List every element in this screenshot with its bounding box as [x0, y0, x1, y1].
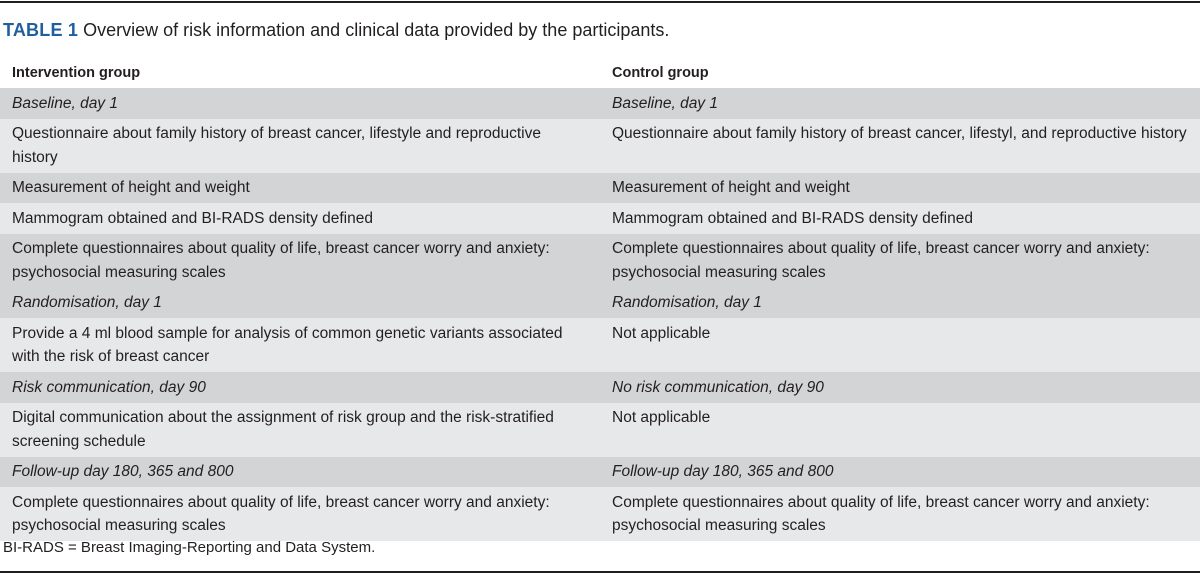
control-cell: Complete questionnaires about quality of life, breast cancer worry and anxiety: psychosocial measuring scales [600, 234, 1200, 288]
top-rule [0, 1, 1200, 3]
control-cell: Measurement of height and weight [600, 173, 1200, 204]
table-row [0, 318, 1200, 372]
table-label: TABLE 1 [3, 20, 79, 40]
bottom-rule [0, 571, 1200, 573]
table-header-row [0, 58, 1200, 88]
intervention-cell: Questionnaire about family history of breast cancer, lifestyle and reproductive history [0, 119, 600, 173]
intervention-cell: Randomisation, day 1 [0, 288, 600, 319]
control-cell: Not applicable [600, 318, 1200, 372]
table-row [0, 173, 1200, 204]
intervention-cell: Risk communication, day 90 [0, 372, 600, 403]
intervention-cell: Measurement of height and weight [0, 173, 600, 204]
control-cell: Complete questionnaires about quality of life, breast cancer worry and anxiety: psychosocial measuring scales [600, 487, 1200, 541]
table-section-row [0, 288, 1200, 319]
table-row [0, 119, 1200, 173]
table-row [0, 403, 1200, 457]
table-row [0, 203, 1200, 234]
intervention-cell: Complete questionnaires about quality of life, breast cancer worry and anxiety: psychosocial measuring scales [0, 234, 600, 288]
table-section-row [0, 372, 1200, 403]
table-row [0, 487, 1200, 541]
header-intervention-group: Intervention group [0, 58, 600, 88]
control-cell: Follow-up day 180, 365 and 800 [600, 457, 1200, 488]
control-cell: Questionnaire about family history of breast cancer, lifestyl, and reproductive history [600, 119, 1200, 173]
table-row [0, 234, 1200, 288]
control-cell: Baseline, day 1 [600, 88, 1200, 119]
control-cell: No risk communication, day 90 [600, 372, 1200, 403]
table-body [0, 88, 1200, 541]
table-section-row [0, 88, 1200, 119]
header-control-group: Control group [600, 58, 1200, 88]
table-title: Overview of risk information and clinical data provided by the participants. [83, 20, 670, 40]
table-section-row [0, 457, 1200, 488]
intervention-cell: Digital communication about the assignment of risk group and the risk-stratified screening schedule [0, 403, 600, 457]
intervention-cell: Baseline, day 1 [0, 88, 600, 119]
intervention-cell: Mammogram obtained and BI-RADS density defined [0, 203, 600, 234]
intervention-cell: Provide a 4 ml blood sample for analysis of common genetic variants associated with the risk of breast cancer [0, 318, 600, 372]
intervention-cell: Follow-up day 180, 365 and 800 [0, 457, 600, 488]
control-cell: Randomisation, day 1 [600, 288, 1200, 319]
control-cell: Not applicable [600, 403, 1200, 457]
intervention-cell: Complete questionnaires about quality of life, breast cancer worry and anxiety: psychosocial measuring scales [0, 487, 600, 541]
overview-table [0, 58, 1200, 541]
table-footnote: BI-RADS = Breast Imaging-Reporting and Data System. [3, 539, 376, 556]
table-caption [3, 19, 669, 41]
control-cell: Mammogram obtained and BI-RADS density defined [600, 203, 1200, 234]
